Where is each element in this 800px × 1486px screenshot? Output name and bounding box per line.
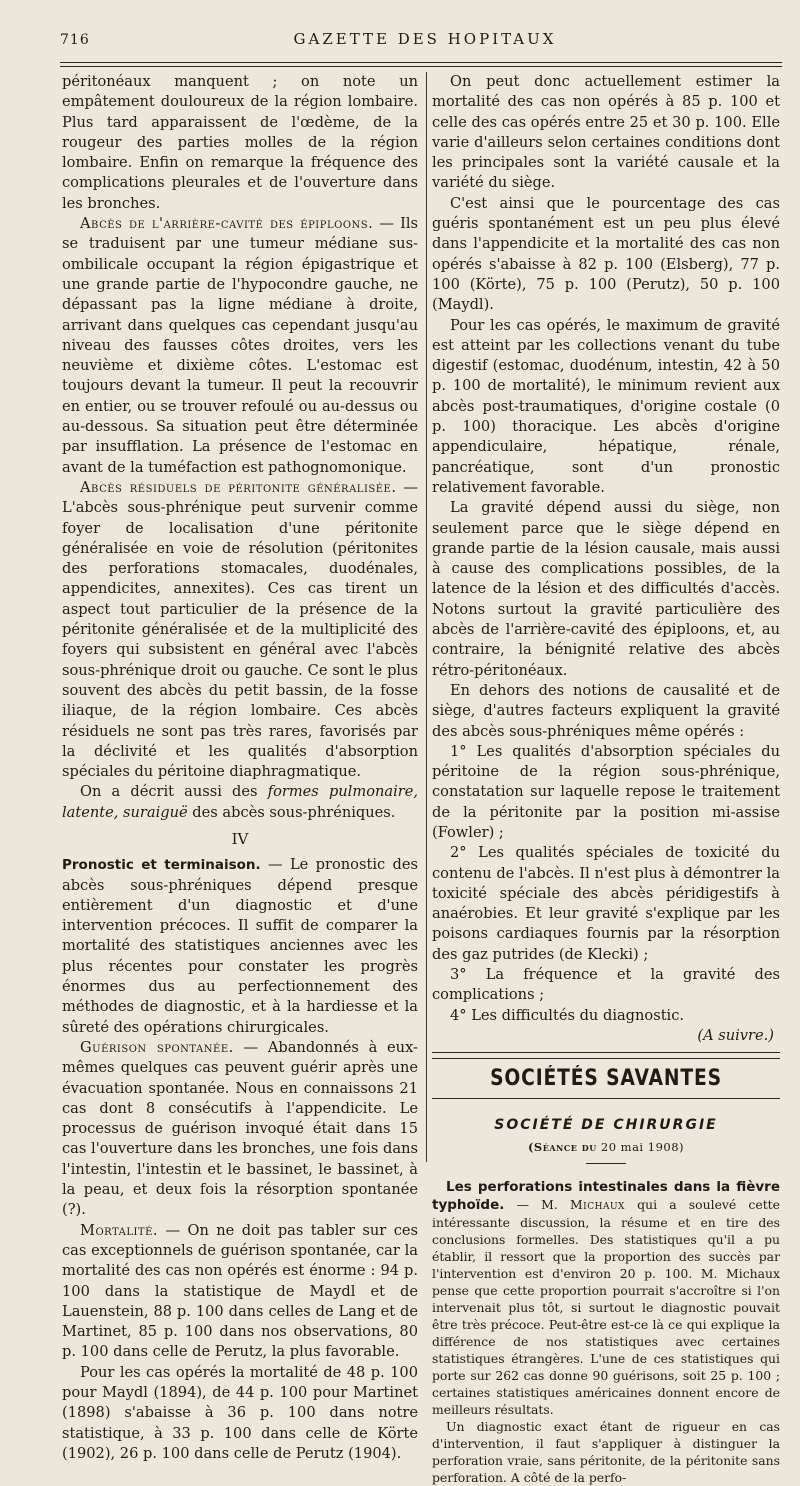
list-item: 1° Les qualités d'absorption spéciales du péritoine de la région sous-phrénique, constatation sur laquelle repose le traitement de la péritonite par la position mi-assise (Fowler) ; (432, 742, 780, 841)
header-rule-thin (60, 66, 782, 67)
report-text (432, 1178, 780, 1486)
paragraph: Pour les cas opérés, le maximum de gravité est atteint par les collections venant du tube digestif (estomac, duodénum, intestin, 42 à 50 p. 100 de mortalité), le minimum revient aux abcès post-traumatiques, d'origine costale (0 p. 100) thoracique. Les abcès d'origine appendiculaire, hépatique, rénale, pancréatique, sont d'un pronostic relativement favorable. (432, 316, 780, 496)
section-rule (432, 1052, 780, 1059)
list-item: 2° Les qualités spéciales de toxicité du contenu de l'abcès. Il n'est plus à démontrer la toxicité spéciale des abcès péridigestifs à anaérobies. Et leur gravité s'explique par les poisons cardiaques fournis par la résorption des gaz putrides (de Klecki) ; (432, 844, 780, 963)
paragraph: C'est ainsi que le pourcentage des cas guéris spontanément est un peu plus élevé dans l'appendicite et la mortalité des cas non opérés s'abaisse à 82 p. 100 (Elsberg), 77 p. 100 (Körte), 75 p. 100 (Perutz), 50 p. 100 (Maydl). (432, 194, 780, 314)
paragraph-body: — L'abcès sous-phrénique peut survenir comme foyer de localisation d'une péritonite généralisée en voie de résolution (péritonites des perforations stomacales, duodénales, appendicites, annexites). Ces cas tirent un aspect tout particulier de la présence de la péritonite généralisée et de la multiplicité des foyers qui subsistent en général avec l'abcès sous-phrénique droit ou gauche. Ce sont le plus souvent des abcès du petit bassin, de la fosse iliaque, de la région lombaire. Ces abcès résiduels ne sont pas très rares, favorisés par la déclivité et les qualités d'absorption spéciales du péritoine diaphragmatique. (62, 478, 418, 781)
paragraph (432, 1178, 780, 1418)
running-header (60, 30, 790, 52)
page-number: 716 (60, 32, 90, 48)
header-rule (60, 62, 782, 63)
paragraph-heading: Guérison spontanée. (80, 1038, 234, 1056)
person-name: Michaux (569, 1197, 625, 1213)
paragraph-heading: Abcès résiduels de péritonite généralisée. (80, 478, 397, 496)
paragraph: Pour les cas opérés la mortalité de 48 p. 100 pour Maydl (1894), de 44 p. 100 pour Martinet (1898) s'abaisse à 36 p. 100 dans notre statistique, à 33 p. 100 dans celle de Körte (1902), 26 p. 100 dans celle de Perutz (1904). (62, 1363, 418, 1462)
paragraph (62, 1221, 418, 1363)
list-item: 3° La fréquence et la gravité des complications ; (432, 966, 780, 1004)
paragraph: péritonéaux manquent ; on note un empâtement douloureux de la région lombaire. Plus tard apparaissent de l'œdème, de la rougeur des parties molles de la région lombaire. Enfin on remarque la fréquence des complications pleurales et de l'ouverture dans les bronches. (62, 73, 418, 212)
paragraph-body: On a décrit aussi des (80, 783, 268, 801)
session-label: (Séance du (527, 1139, 597, 1154)
paragraph (62, 1038, 418, 1221)
session-date (432, 1137, 780, 1157)
paragraph: En dehors des notions de causalité et de siège, d'autres facteurs expliquent la gravité des abcès sous-phréniques même opérés : (432, 681, 780, 740)
section-number: IV (231, 829, 249, 848)
paragraph-heading: Pronostic et terminaison. (62, 857, 261, 874)
list-item: 4° Les difficultés du diagnostic. (450, 1006, 685, 1024)
paragraph (62, 782, 418, 823)
paragraph: Un diagnostic exact étant de rigueur en cas d'intervention, il faut s'appliquer à distinguer la perforation vraie, sans péritonite, de la péritonite sans perforation. A côté de la perfo- (432, 1419, 780, 1486)
society-name: SOCIÉTÉ DE CHIRURGIE (494, 1116, 718, 1133)
paragraph-heading: Abcès de l'arrière-cavité des épiploons. (80, 215, 374, 233)
section-title: SOCIÉTÉS SAVANTES (490, 1066, 722, 1092)
paragraph-body: — Abandonnés à eux-mêmes quelques cas peuvent guérir après une évacuation spontanée. Nous en connaissons 21 cas dont 8 consécutifs à l'appendicite. Le processus de guérison invoqué était dans 15 cas l'ouverture dans les bronches, une fois dans l'intestin, l'intestin et le bassinet, le bassinet, à la peau, et deux fois la résorption spontanée (?). (62, 1038, 418, 1219)
paragraph-heading: Mortalité. (80, 1221, 159, 1239)
paragraph-heading: Les perforations intestinales dans la fièvre typhoïde. (432, 1179, 780, 1214)
paragraph: La gravité dépend aussi du siège, non seulement parce que le siège dépend en grande partie de la lésion causale, mais aussi à cause des complications possibles, de la latence de la lésion et des difficultés d'accès. Notons surtout la gravité particulière des abcès de l'arrière-cavité des épiploons, et, au contraire, la bénignité relative des abcès rétro-péritonéaux. (432, 499, 780, 679)
italic-phrase: formes pulmonaire, latente, suraiguë (62, 783, 418, 821)
paragraph-body: qui a soulevé cette intéressante discussion, la résume et en tire des conclusions formelles. Des statistiques qu'il a pu établir, il ressort que la proportion des succès par l'intervention est d'environ 20 p. 100. M. Michaux pense que cette proportion pourrait s'accroître si l'on intervenait plus tôt, si surtout le diagnostic pouvait être très précoce. Peut-être est-ce là ce qui explique la différence de nos statistiques avec certaines statistiques étrangères. L'une de ces statistiques qui porte sur 262 cas donne 90 guérisons, soit 25 p. 100 ; certaines statistiques américaines donnent encore de meilleurs résultats. (432, 1197, 780, 1418)
column-separator (426, 72, 427, 1162)
paragraph-body: — Ils se traduisent par une tumeur médiane sus-ombilicale occupant la région épigastrique et une grande partie de l'hypocondre gauche, ne dépassant pas la ligne médiane à droite, arrivant dans quelques cas cependant jusqu'au niveau des fausses côtes droites, vers les neuvième et dixième côtes. L'estomac est toujours devant la tumeur. Il peut la recouvrir en entier, ou se trouver refoulé ou au-dessus ou au-dessous. Sa situation peut être déterminée par insufflation. La présence de l'estomac en avant de la tuméfaction est pathognomonique. (62, 215, 419, 476)
paragraph (62, 855, 418, 1038)
paragraph-body: — Le pronostic des abcès sous-phréniques dépend presque entièrement d'un diagnostic et d'une intervention précoces. Il suffit de comparer la mortalité des statistiques anciennes avec les plus récentes pour constater les progrès énormes dus au perfectionnement des méthodes de diagnostic, et à la hardiesse et la sûreté des opérations chirurgicales. (62, 856, 418, 1036)
paragraph: On peut donc actuellement estimer la mortalité des cas non opérés à 85 p. 100 et celle des cas opérés entre 25 et 30 p. 100. Elle varie d'ailleurs selon certaines conditions dont les principales sont la variété causale et la variété du siège. (432, 73, 780, 192)
to-be-continued: (A suivre.) (697, 1026, 774, 1044)
paragraph-body: — M. (504, 1197, 570, 1213)
paragraph-body: — On ne doit pas tabler sur ces cas exceptionnels de guérison spontanée, car la mortalité des cas non opérés est énorme : 94 p. 100 dans la statistique de Maydl et de Lauenstein, 88 p. 100 dans celles de Lang et de Martinet, 85 p. 100 dans nos observations, 80 p. 100 dans celle de Perutz, la plus favorable. (62, 1221, 418, 1361)
short-rule (586, 1163, 626, 1164)
paragraph (62, 214, 418, 478)
session-date-value: 20 mai 1908) (600, 1139, 685, 1154)
right-column (432, 72, 780, 1486)
running-title: GAZETTE DES HOPITAUX (293, 30, 557, 48)
left-column (62, 72, 418, 1464)
paragraph (62, 478, 418, 782)
paragraph-body: des abcès sous-phréniques. (187, 803, 396, 821)
section-rule-thin (432, 1098, 780, 1099)
